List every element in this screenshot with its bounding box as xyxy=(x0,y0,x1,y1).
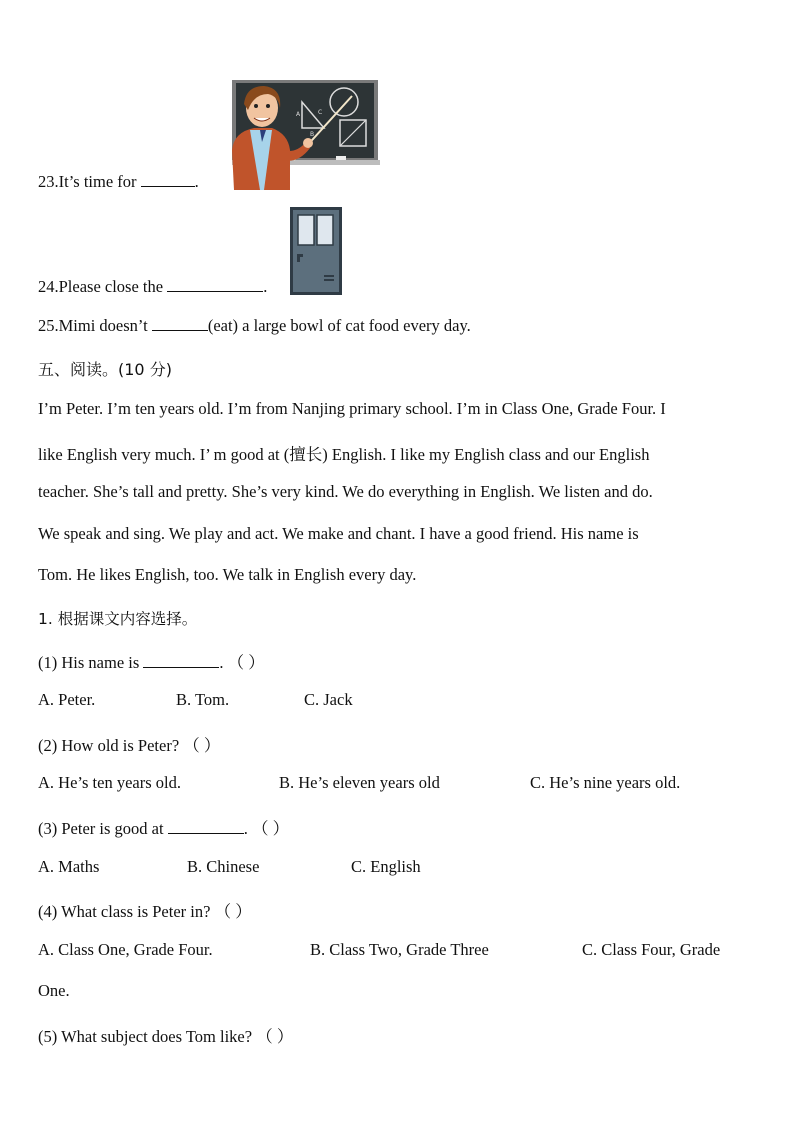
option-c[interactable]: C. English xyxy=(351,857,421,876)
answer-blank-24[interactable] xyxy=(167,277,263,292)
section-title: 五、阅读。(10 分) xyxy=(38,360,172,379)
option-c[interactable]: C. Class Four, Grade xyxy=(582,940,721,959)
svg-text:B: B xyxy=(310,131,315,138)
teacher-blackboard-image xyxy=(224,80,380,190)
option-c-continuation: One. xyxy=(38,981,70,1000)
answer-blank[interactable] xyxy=(168,819,244,834)
answer-parentheses[interactable]: （ ） xyxy=(251,819,290,838)
option-b[interactable]: B. Class Two, Grade Three xyxy=(310,940,489,959)
answer-parentheses[interactable]: （ ） xyxy=(256,1027,294,1046)
option-a[interactable]: A. He’s ten years old. xyxy=(38,773,181,792)
option-b[interactable]: B. Chinese xyxy=(187,857,260,876)
answer-parentheses[interactable]: （ ） xyxy=(214,902,252,921)
question-4: (4) What class is Peter in? （ ） xyxy=(38,898,252,922)
option-b[interactable]: B. Tom. xyxy=(176,690,230,709)
door-image xyxy=(290,207,342,295)
passage-line: We speak and sing. We play and act. We make and chant. I have a good friend. His name is xyxy=(38,524,639,543)
option-c[interactable]: C. He’s nine years old. xyxy=(530,773,681,792)
question-3: (3) Peter is good at . （ ） xyxy=(38,815,289,839)
question-1: (1) His name is . （ ） xyxy=(38,649,265,673)
option-a[interactable]: A. Peter. xyxy=(38,690,96,709)
answer-blank[interactable] xyxy=(143,653,219,668)
option-b[interactable]: B. He’s eleven years old xyxy=(279,773,440,792)
option-a[interactable]: A. Class One, Grade Four. xyxy=(38,940,213,959)
svg-text:A: A xyxy=(296,111,301,118)
question-23: 23.It’s time for . xyxy=(38,172,199,191)
answer-parentheses[interactable]: （ ） xyxy=(183,736,221,755)
svg-text:C: C xyxy=(318,109,323,116)
answer-blank-25[interactable] xyxy=(152,316,208,331)
passage-line: like English very much. I’ m good at (擅长) English. I like my English class and our English xyxy=(38,445,650,464)
passage-line: Tom. He likes English, too. We talk in English every day. xyxy=(38,565,417,584)
answer-blank-23[interactable] xyxy=(141,172,195,187)
question-2: (2) How old is Peter? （ ） xyxy=(38,732,220,756)
passage-line: I’m Peter. I’m ten years old. I’m from Nanjing primary school. I’m in Class One, Grade Four. I xyxy=(38,399,666,418)
option-a[interactable]: A. Maths xyxy=(38,857,100,876)
instruction: 1. 根据课文内容选择。 xyxy=(38,610,198,628)
option-c[interactable]: C. Jack xyxy=(304,690,353,709)
question-5: (5) What subject does Tom like? （ ） xyxy=(38,1023,293,1047)
answer-parentheses[interactable]: （ ） xyxy=(227,653,265,672)
question-24: 24.Please close the . xyxy=(38,277,268,296)
question-25: 25.Mimi doesn’t (eat) a large bowl of cat food every day. xyxy=(38,316,471,335)
passage-line: teacher. She’s tall and pretty. She’s very kind. We do everything in English. We listen and do. xyxy=(38,482,653,501)
